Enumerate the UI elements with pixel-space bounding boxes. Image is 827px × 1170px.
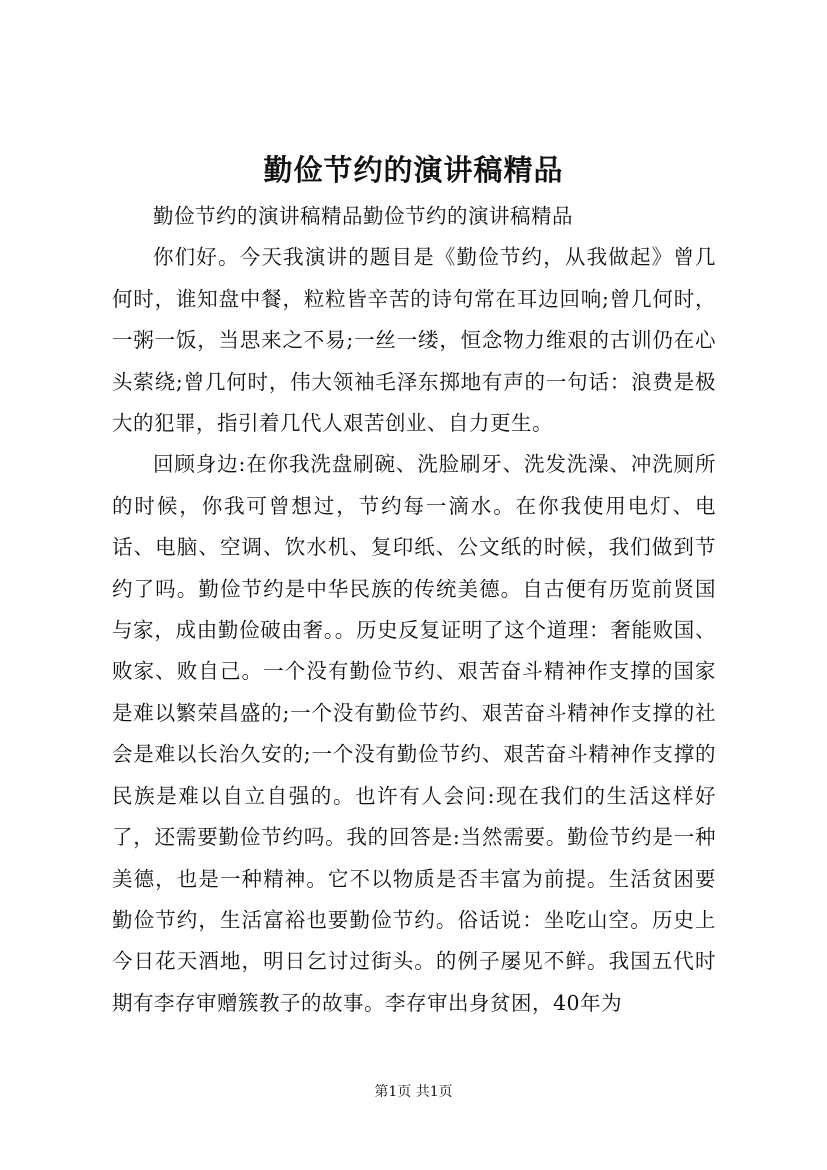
document-body [112,196,716,1024]
document-title: 勤俭节约的演讲稿精品 [263,153,564,187]
paragraph-intro: 勤俭节约的演讲稿精品勤俭节约的演讲稿精品 [153,204,573,228]
paragraph-main: 回顾身边:在你我洗盘刷碗、洗脸刷牙、洗发洗澡、冲洗厕所的时候，你我可曾想过，节约每一滴水。在你我使用电灯、电话、电脑、空调、饮水机、复印纸、公文纸的时候，我们做到节约了吗。勤俭节约是中华民族的传统美德。自古便有历览前贤国与家，成由勤俭破由奢。。历史反复证明了这个道理：奢能败国、败家、败自己。一个没有勤俭节约、艰苦奋斗精神作支撑的国家是难以繁荣昌盛的;一个没有勤俭节约、艰苦奋斗精神作支撑的社会是难以长治久安的;一个没有勤俭节约、艰苦奋斗精神作支撑的民族是难以自立自强的。也许有人会问:现在我们的生活这样好了，还需要勤俭节约吗。我的回答是:当然需要。勤俭节约是一种美德，也是一种精神。它不以物质是否丰富为前提。生活贫困要勤俭节约，生活富裕也要勤俭节约。俗话说：坐吃山空。历史上今日花天酒地，明日乞讨过街头。的例子屡见不鲜。我国五代时期有李存审赠簇教子的故事。李存审出身贫困，40年为 [112,452,716,1015]
paragraph-greeting: 你们好。今天我演讲的题目是《勤俭节约，从我做起》曾几何时，谁知盘中餐，粒粒皆辛苦的诗句常在耳边回响;曾几何时，一粥一饭，当思来之不易;一丝一缕，恒念物力维艰的古训仍在心头萦绕;曾几何时，伟大领袖毛泽东掷地有声的一句话：浪费是极大的犯罪，指引着几代人艰苦创业、自力更生。 [112,245,716,436]
page-footer: 第1页 共1页 [374,1084,453,1100]
